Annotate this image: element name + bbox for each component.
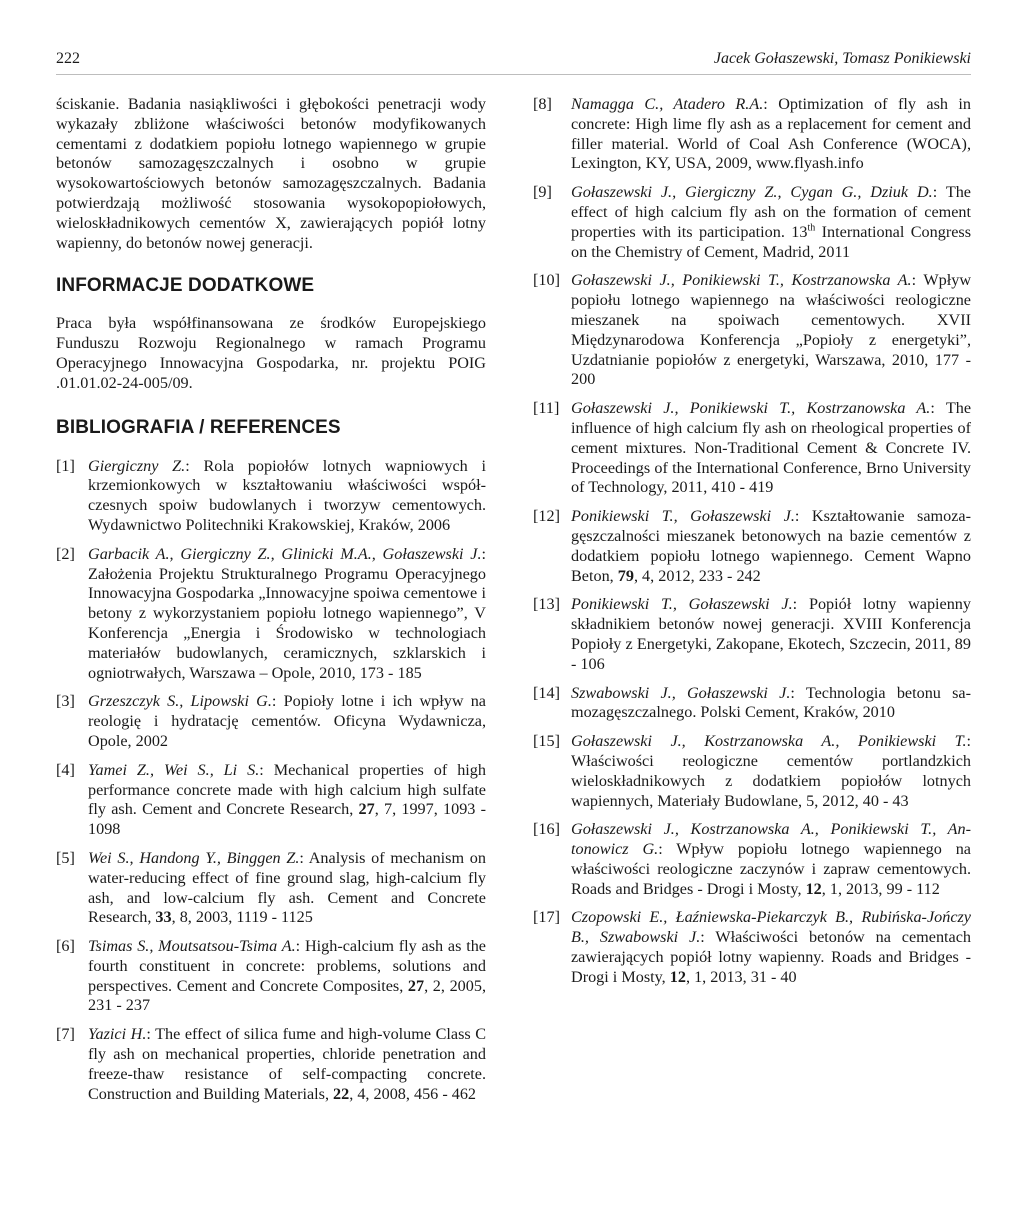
reference-item <box>56 849 486 928</box>
reference-volume: 12 <box>805 879 822 898</box>
reference-item <box>56 692 486 751</box>
reference-number: [10] <box>533 271 560 290</box>
reference-text: : Analysis of mechanism on water-reducing effect of fine ground slag, high-calcium fly ash, and low-calcium fly ash. Cement and Concrete Research, <box>88 848 486 927</box>
reference-text: : Technologia betonu samozagęszczalnego. Polski Cement, Kraków, 2010 <box>571 683 971 722</box>
reference-text: : Właściwości reologiczne cementów portlandzkich wieloskładnikowych z dodatkiem popiołów lotnych wapiennych, Materiały Budowlane, 5, 2012, 40 - 43 <box>571 732 971 810</box>
left-column <box>56 95 486 1113</box>
additional-info-text: Praca była współfinansowana ze środków Europejskiego Funduszu Rozwoju Regionalnego w ramach Programu Operacyjnego Innowacyjna Gospodarka, nr. projektu POIG .01.01.02-24-005/09. <box>56 314 486 392</box>
reference-number: [9] <box>533 183 552 202</box>
reference-text: : Rola popiołów lotnych wapniowych i krzemionkowych w kształtowaniu właściwości współczesnych spoiw budowlanych i tworzyw cementowych. Wydawnictwo Politechniki Krakowskiej, Kraków, 2006 <box>88 456 486 534</box>
reference-authors: Wei S., Handong Y., Binggen Z. <box>88 848 300 867</box>
right-column <box>533 95 972 997</box>
reference-authors: Giergiczny Z. <box>88 456 186 475</box>
reference-number: [5] <box>56 848 75 867</box>
reference-authors: Tsimas S., Moutsatsou-Tsima A. <box>88 937 296 956</box>
reference-text-end: , 1, 2013, 99 - 112 <box>821 879 940 898</box>
reference-authors: Ponikiewski T., Gołaszewski J. <box>571 595 793 614</box>
reference-text-end: International Congress on the Chemistry of Cement, Madrid, 2011 <box>571 222 972 261</box>
reference-number: [15] <box>533 732 560 751</box>
reference-number: [11] <box>533 399 560 418</box>
reference-number: [14] <box>533 683 560 702</box>
reference-list-left <box>56 457 486 1105</box>
reference-text: : The effect of high calcium fly ash on the formation of cement properties with its participation. 13 <box>571 183 971 241</box>
reference-number: [16] <box>533 820 560 839</box>
reference-volume: 27 <box>407 976 425 995</box>
reference-text: : Kształtowanie samozagęszczalności mieszanek betonowych na bazie cementów z dodatkiem popiołu lotnego wapiennego. Cement Wapno Beton, <box>571 507 971 585</box>
reference-text-end: , 7, 1997, 1093 - 1098 <box>88 800 487 839</box>
reference-item <box>533 183 972 262</box>
reference-item <box>56 937 486 1016</box>
intro-paragraph: ściskanie. Badania nasiąkliwości i głębokości penetracji wody wykazały zbliżone właściwości betonów modyfikowanych cementami z dodatkiem popiołu lotnego wapiennego w grupie betonów samozagęszczalnych i osobno w grupie wysokowartościowych betonów samozagęszczalnych. Badania potwierdzają możliwość stosowania wysokopopiołowych, wieloskładnikowych cementów X, zawierających popiół lotny wapienny, do betonów nowej generacji. <box>56 95 486 252</box>
reference-authors: Czopowski E., Łaźniewska-Piekarczyk B., Rubińska-Jończy B., Szwabowski J. <box>571 908 971 947</box>
reference-authors: Garbacik A., Giergiczny Z., Glinicki M.A., Gołaszewski J. <box>88 544 482 563</box>
reference-text: : Popiół lotny wapienny składnikiem betonów nowej generacji. XVIII Konferencja Popioły z Energetyki, Zakopane, Ekotech, Szczecin, 2011, 89 - 106 <box>571 595 971 673</box>
reference-item <box>533 683 971 724</box>
reference-number: [3] <box>56 692 75 711</box>
reference-volume: 33 <box>155 908 172 927</box>
reference-number: [6] <box>56 937 75 956</box>
reference-number: [8] <box>533 95 552 113</box>
reference-authors: Gołaszewski J., Kostrzanowska A., Ponikiewski T., Antonowicz G. <box>571 820 971 859</box>
reference-item <box>533 595 971 674</box>
reference-number: [4] <box>56 760 75 779</box>
reference-number: [17] <box>533 908 560 927</box>
reference-authors: Namagga C., Atadero R.A. <box>571 95 764 113</box>
reference-item <box>533 399 971 498</box>
reference-number: [12] <box>533 507 560 526</box>
page-number: 222 <box>56 50 80 67</box>
reference-authors: Grzeszczyk S., Lipowski G. <box>88 692 272 711</box>
reference-authors: Gołaszewski J., Giergiczny Z., Cygan G., Dziuk D. <box>571 183 933 202</box>
reference-item <box>533 95 971 174</box>
reference-text: : The effect of silica fume and high-volume Class C fly ash on mechanical properties, chloride penetration and freeze-thaw resistance of self-compacting concrete. Construction and Building Materials, <box>88 1025 487 1103</box>
reference-text-end: , 4, 2008, 456 - 462 <box>349 1084 477 1103</box>
reference-item <box>56 1025 486 1104</box>
reference-item <box>56 761 486 840</box>
reference-number: [7] <box>56 1025 75 1044</box>
reference-item <box>533 820 971 899</box>
reference-volume: 12 <box>669 967 686 986</box>
reference-authors: Gołaszewski J., Ponikiewski T., Kostrzanowska A. <box>571 271 912 290</box>
reference-text: : Wpływ popiołu lotnego wapiennego na właściwości reologiczne mieszanek na spoiwach cementowych. XVII Międzynarodowa Konferencja „Popioły z energetyki”, Uzdatnianie popiołów z energetyki, Warszawa, 2010, 177 - 200 <box>571 271 972 389</box>
reference-superscript: th <box>807 222 816 234</box>
reference-text: : The influence of high calcium fly ash on rheological properties of cement mixtures. Non-Traditional Cement & Concrete IV. Proceedings of the International Conference, Brno University of Technology, 2011, 410 - 419 <box>571 399 971 497</box>
reference-text-end: , 1, 2013, 31 - 40 <box>685 967 797 986</box>
reference-authors: Yamei Z., Wei S., Li S. <box>88 760 260 779</box>
reference-volume: 27 <box>358 800 375 819</box>
reference-item <box>56 545 486 684</box>
reference-text-end: , 8, 2003, 1119 - 1125 <box>171 908 313 927</box>
reference-text: : Wpływ popiołu lotnego wapiennego na właściwości reologiczne zaczynów i zapraw cementowych. Roads and Bridges - Drogi i Mosty, <box>571 840 971 898</box>
reference-authors: Ponikiewski T., Gołaszewski J. <box>571 507 795 526</box>
reference-item <box>533 908 971 987</box>
reference-authors: Gołaszewski J., Kostrzanowska A., Ponikiewski T. <box>571 732 967 751</box>
reference-item <box>56 457 486 536</box>
reference-item <box>533 732 971 811</box>
reference-text: : Założenia Projektu Strukturalnego Programu Operacyjnego Innowacyjna Gospodarka „Innowacyjne spoiwa cementowe i betony z wykorzystaniem popiołu lotnego wapiennego”, V Konferencja „Energia i Środowisko w technologiach materiałów budowlanych, ceramicznych, szklarskich i ogniotrwałych, Warszawa – Opole, 2010, 173 - 185 <box>88 544 486 682</box>
running-head: Jacek Gołaszewski, Tomasz Ponikiewski <box>713 50 971 67</box>
reference-text: : Popioły lotne i ich wpływ na reologię i hydratację cementów. Oficyna Wydawnicza, Opole, 2002 <box>88 692 486 750</box>
bibliography-heading: BIBLIOGRAFIA / REFERENCES <box>56 416 341 438</box>
reference-text-end: , 4, 2012, 233 - 242 <box>633 566 761 585</box>
reference-text-end: , 2, 2005, 231 - 237 <box>88 976 487 1015</box>
reference-number: [1] <box>56 456 75 475</box>
reference-item <box>533 271 972 390</box>
reference-number: [13] <box>533 595 560 614</box>
reference-item <box>533 507 971 586</box>
reference-authors: Yazici H. <box>88 1025 147 1044</box>
reference-list-right <box>533 95 972 988</box>
additional-info-heading: INFORMACJE DODATKOWE <box>56 275 315 297</box>
reference-authors: Gołaszewski J., Ponikiewski T., Kostrzanowska A. <box>571 399 931 418</box>
reference-text: : High-calcium fly ash as the fourth constituent in concrete: problems, solutions and perspectives. Cement and Concrete Composites, <box>88 937 486 995</box>
reference-volume: 22 <box>333 1084 350 1103</box>
reference-text: : Mechanical properties of high performance concrete made with high calcium high sulfate fly ash. Cement and Concrete Research, <box>88 760 486 819</box>
page-header <box>56 50 971 75</box>
reference-number: [2] <box>56 544 75 563</box>
reference-volume: 79 <box>617 566 634 585</box>
reference-authors: Szwabowski J., Gołaszewski J. <box>571 683 791 702</box>
reference-text: : Właściwości betonów na cementach zawierających popiół lotny wapienny. Roads and Bridges - Drogi i Mosty, <box>571 928 971 986</box>
reference-text: : Optimization of fly ash in concrete: High lime fly ash as a replacement for cement and filler material. World of Coal Ash Conference (WOCA), Lexington, KY, USA, 2009, www.flyash.info <box>571 95 971 173</box>
